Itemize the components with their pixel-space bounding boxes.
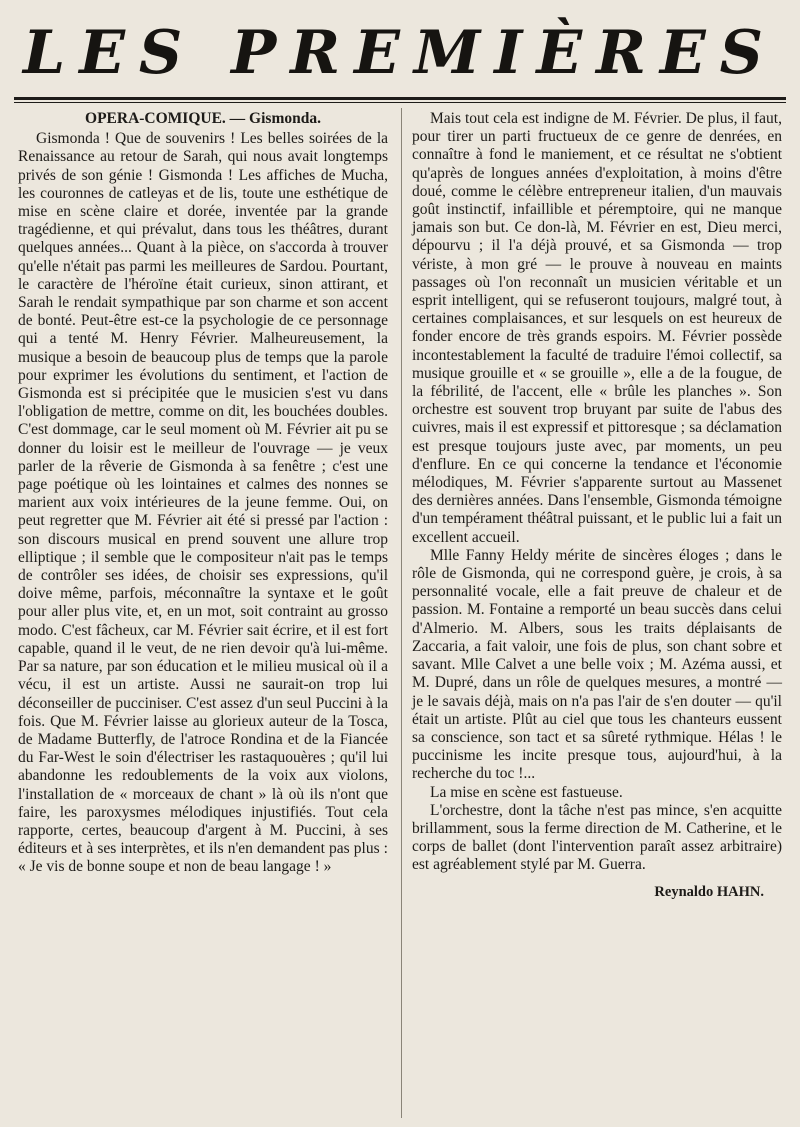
column-right xyxy=(412,110,782,901)
column-left xyxy=(18,110,388,877)
paragraph: Mlle Fanny Heldy mérite de sincères éloges ; dans le rôle de Gismonda, qui ne correspond guère, je crois, à sa personnalité vocale, elle a fait preuve de chaleur et de passion. M. Fontaine a remporté un beau succès dans celui d'Almerio. M. Albers, sous les traits déplaisants de Zaccaria, a fait valoir, une fois de plus, son chant sobre et savant. Mlle Calvet a une belle voix ; M. Azéma aussi, et M. Dupré, dans un rôle de quelques mesures, a montré — je le savais déjà, mais on n'a pas l'air de s'en douter — qu'il était un artiste. Plût au ciel que tous les chanteurs eussent sa conscience, son tact et sa sûreté rythmique. Hélas ! le puccinisme les incite presque tous, aujourd'hui, à la recherche du toc !... xyxy=(412,546,782,783)
masthead xyxy=(0,0,800,96)
paragraph: La mise en scène est fastueuse. xyxy=(430,783,623,801)
column-divider xyxy=(401,108,402,1118)
article-heading: OPERA-COMIQUE. — Gismonda. xyxy=(85,110,321,127)
paragraph: Gismonda ! Que de souvenirs ! Les belles soirées de la Renaissance au retour de Sarah, qui nous avait longtemps privés de son génie ! Gismonda ! Les affiches de Mucha, les couronnes de catleyas et de lis, toute une esthétique de mise en scène claire et dorée, inventée par la grande tragédienne, et qui prévalut, dans tous les théâtres, durant quelques années... Quant à la pièce, on s'accorda à trouver qu'elle n'était pas parmi les meilleures de Sardou. Pourtant, le caractère de l'héroïne était curieux, sinon attirant, et Sarah le rendait sympathique par son charme et son accent de bonté. Peut-être est-ce la psychologie de ce personnage qui a tenté M. Henry Février. Malheureusement, la musique a besoin de beaucoup plus de temps que la parole pour exprimer les évolutions du sentiment, et l'action de Gismonda est si précipitée que le musicien s'est vu dans l'obligation de mettre, comme on dit, les bouchées doubles. C'est dommage, car le seul moment où M. Février ait pu se donner du loisir est le meilleur de l'ouvrage — je veux parler de la rêverie de Gismonda à sa fenêtre ; c'est une page poétique où les lointaines et calmes des nonnes se marient aux voix intérieures de la jeune femme. Oui, on peut regretter que M. Février ait été si pressé par l'action : son discours musical en prend souvent une allure trop elliptique ; il semble que le compositeur n'ait pas le temps de contrôler ses idées, de choisir ses expressions, qu'il doive même, parfois, méconnaître la syntaxe et le goût pour aller plus vite, et, en un mot, soit contraint au grosso modo. C'est fâcheux, car M. Février sait écrire, et il est fort capable, quand il le veut, de ne rien devoir qu'à lui-même. Par sa nature, par son éducation et le milieu musical où il a vécu, il est un artiste. Aussi ne saurait-on trop lui déconseiller de pucciniser. C'est assez d'un seul Puccini à la fois. Que M. Février laisse au glorieux auteur de la Tosca, de Madame Butterfly, de l'atroce Rondina et de la Fiancée du Far-West le soin d'électriser les rastaquouères ; qu'il lui abandonne les redoublements de la voix aux violons, l'installation de « morceaux de chant » là où ils n'ont que faire, les paroxysmes mélodiques injustifiés. Tout cela rapporte, certes, beaucoup d'argent à M. Puccini, à ses éditeurs et à ses interprètes, et ils n'en demandent pas plus : « Je vis de bonne soupe et non de beau langage ! » xyxy=(18,130,388,876)
top-rule xyxy=(14,97,786,100)
signature: Reynaldo HAHN. xyxy=(654,883,764,900)
paragraph: Mais tout cela est indigne de M. Février. De plus, il faut, pour tirer un parti fructueux de ce genre de denrées, en connaître à fond le maniement, et ce résultat ne s'obtient qu'après de longues années d'exploitation, à moins d'être doué, comme le célèbre entrepreneur italien, d'un mauvais goût instinctif, infaillible et péremptoire, qui ne manque jamais son but. Ce don-là, M. Février en est, Dieu merci, dépourvu ; il l'a déjà prouvé, et sa Gismonda — trop vériste, à mon gré — le prouve à nouveau en maints passages où l'on reconnaît un musicien véritable et un esprit intelligent, qui se refuseront toujours, malgré tout, à certaines complaisances, et sur lesquels on est heureux de fonder encore de très grands espoirs. M. Février possède incontestablement la faculté de traduire l'émoi collectif, sa musique grouille et « se grouille », elle a de la fougue, de la fébrilité, de l'accent, elle « brûle les planches ». Son orchestre est souvent trop bruyant par suite de l'abus des cuivres, mais il est expressif et pittoresque ; sa déclamation est presque toujours juste avec, par moments, un peu d'enflure. En ce qui concerne la tendance et l'économie mélodiques, M. Février s'apparente surtout au Massenet des dernières années. Dans l'ensemble, Gismonda témoigne d'un tempérament théâtral puissant, et le public lui a fait un excellent accueil. xyxy=(412,110,782,546)
section-title: LES PREMIÈRES xyxy=(23,18,777,88)
top-rule-thin xyxy=(14,102,786,103)
paragraph: L'orchestre, dont la tâche n'est pas mince, s'en acquitte brillamment, sous la ferme direction de M. Catherine, et le corps de ballet (dont l'intervention paraît assez arbitraire) est agréablement stylé par M. Guerra. xyxy=(412,801,782,874)
